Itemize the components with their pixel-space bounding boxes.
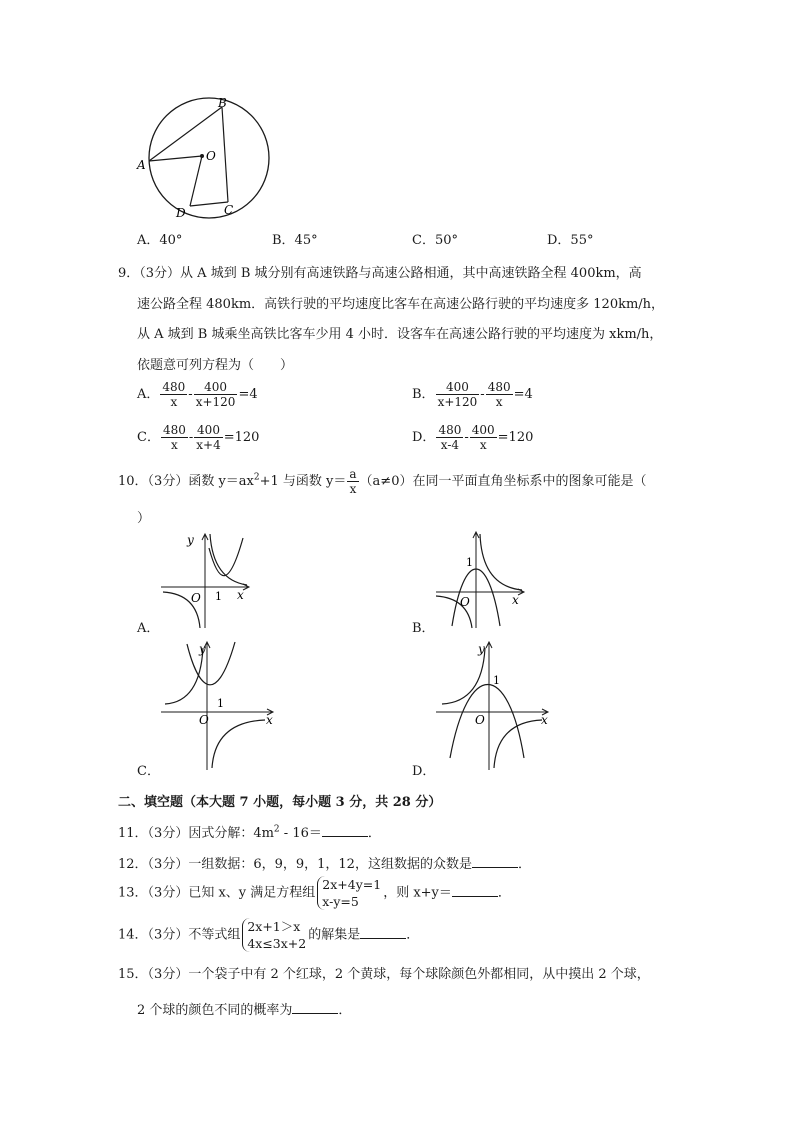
svg-text:O: O xyxy=(191,591,201,605)
chord-dc xyxy=(190,202,228,206)
label-d: D xyxy=(176,206,186,220)
q8-option-a: A．40° xyxy=(137,233,183,248)
q10-option-b-label: B． xyxy=(412,621,435,636)
q9-option-c: C． $\frac{480}{x}$ - $\frac{400}{x+4}$ =120 xyxy=(137,423,260,452)
q9-line-2: 速公路全程 480km．高铁行驶的平均速度比客车在高速公路行驶的平均速度多 120km/h， xyxy=(137,297,665,312)
q9-option-d: D． $\frac{480}{x-4}$ - $\frac{400}{x}$ =120 xyxy=(412,423,534,452)
q15-line-1: 15．（3分）一个袋子中有 2 个红球，2 个黄球，每个球除颜色外都相同，从中摸出 2 个球， xyxy=(118,967,650,982)
svg-text:1: 1 xyxy=(466,556,473,569)
svg-text:y: y xyxy=(199,642,206,656)
label-a: A xyxy=(137,158,146,172)
q13: 13．（3分）已知 x、y 满足方程组 2x+4y=1 x-y=5 ，则 x+y＝ ． xyxy=(118,877,511,909)
svg-text:O: O xyxy=(475,713,485,727)
svg-text:O: O xyxy=(199,713,209,727)
svg-text:1: 1 xyxy=(217,697,224,710)
q14: 14．（3分）不等式组 2x+1＞x 4x≤3x+2 的解集是 ． xyxy=(118,919,420,951)
q11: 11．（3分）因式分解：$4m^2 - 16=$ ． xyxy=(118,824,381,841)
label-o: O xyxy=(206,149,216,163)
svg-text:x: x xyxy=(541,713,548,727)
q15-line-2: 2 个球的颜色不同的概率为 ． xyxy=(137,1003,352,1018)
label-c: C xyxy=(224,203,234,217)
q10-line-1: 10．（3分）函数 $y=ax^2+1$ 与函数 y＝ $\frac{a}{x}$ （a≠0）在同一平面直角坐标系中的图象可能是（ xyxy=(118,467,647,496)
q9-line-1: 9．（3分）从 A 城到 B 城分别有高速铁路与高速公路相通，其中高速铁路全程 400km，高 xyxy=(118,266,642,281)
q9-option-b: B． $\frac{400}{x+120}$ - $\frac{480}{x}$ =4 xyxy=(412,380,533,409)
q10-graph-a xyxy=(155,530,255,630)
q10-graph-d xyxy=(430,640,555,775)
segment-ao xyxy=(149,156,202,161)
q13-answer-blank[interactable] xyxy=(452,884,498,897)
q10-option-d-label: D． xyxy=(412,764,436,779)
svg-text:1: 1 xyxy=(493,674,500,687)
q9-line-4: 依题意可列方程为（ ） xyxy=(137,358,294,373)
q10-line-2: ） xyxy=(137,511,151,526)
center-point xyxy=(200,154,204,158)
segment-od xyxy=(190,156,202,206)
q12-answer-blank[interactable] xyxy=(472,855,518,868)
svg-text:x: x xyxy=(266,713,273,727)
q11-answer-blank[interactable] xyxy=(322,824,368,837)
q8-circle-figure xyxy=(130,95,290,220)
svg-text:x: x xyxy=(237,588,244,602)
chord-bc xyxy=(222,107,228,202)
svg-text:y: y xyxy=(478,642,485,656)
q10-graph-c xyxy=(155,640,280,775)
q10-graph-b xyxy=(430,530,530,630)
q8-option-b: B．45° xyxy=(272,233,318,248)
q10-option-c-label: C． xyxy=(137,764,160,779)
q9-line-3: 从 A 城到 B 城乘坐高铁比客车少用 4 小时．设客车在高速公路行驶的平均速度为 xkm/h， xyxy=(137,327,663,342)
svg-text:x: x xyxy=(512,593,519,607)
q14-answer-blank[interactable] xyxy=(360,926,406,939)
svg-text:1: 1 xyxy=(215,590,222,603)
q10-option-a-label: A． xyxy=(137,621,160,636)
q15-answer-blank[interactable] xyxy=(292,1001,338,1014)
svg-text:y: y xyxy=(187,533,194,547)
section-2-title: 二、填空题（本大题 7 小题，每小题 3 分，共 28 分） xyxy=(118,795,442,810)
q9-option-a: A． $\frac{480}{x}$ - $\frac{400}{x+120}$ =4 xyxy=(137,380,258,409)
label-b: B xyxy=(218,96,227,110)
q12: 12．（3分）一组数据：6，9，9，1，12，这组数据的众数是 ． xyxy=(118,857,531,872)
svg-text:O: O xyxy=(460,595,470,609)
q8-option-c: C．50° xyxy=(412,233,458,248)
q8-option-d: D．55° xyxy=(547,233,594,248)
